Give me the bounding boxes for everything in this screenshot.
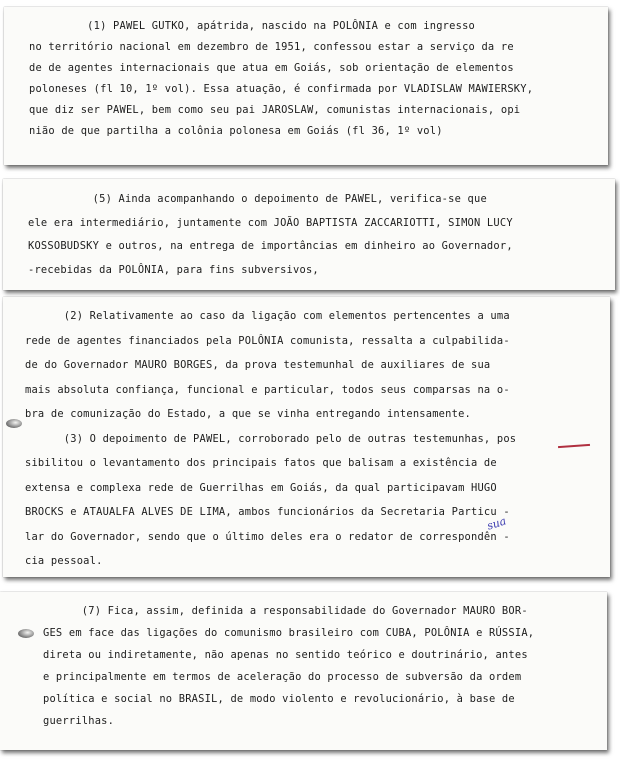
punch-hole-icon bbox=[6, 419, 22, 428]
text-line: nião de que partilha a colônia polonesa em Goiás (fl 36, 1º vol) bbox=[29, 125, 443, 137]
document-clipping-1 bbox=[4, 7, 608, 165]
document-clipping-3 bbox=[3, 297, 610, 577]
text-line: (1) PAWEL GUTKO, apátrida, nascido na POLÔNIA e com ingresso bbox=[29, 20, 475, 32]
text-line: guerrilhas. bbox=[43, 715, 115, 727]
text-line: mais absoluta confiança, funcional e particular, todos seus comparsas na o- bbox=[25, 383, 510, 396]
text-line: GES em face das ligações do comunismo brasileiro com CUBA, POLÔNIA e RÚSSIA, bbox=[43, 627, 535, 639]
text-line: no território nacional em dezembro de 1951, confessou estar a serviço da re bbox=[29, 41, 514, 53]
text-line: (5) Ainda acompanhando o depoimento de PAWEL, verifica-se que bbox=[28, 193, 487, 205]
text-line: (2) Relativamente ao caso da ligação com elementos pertencentes a uma bbox=[25, 310, 510, 322]
text-line: e principalmente em termos de aceleração do processo de subversão da ordem bbox=[43, 671, 522, 683]
text-line: rede de agentes financiados pela POLÔNIA comunista, ressalta a culpabilida- bbox=[25, 334, 510, 347]
text-line: cia pessoal. bbox=[25, 555, 103, 567]
text-line: ele era intermediário, juntamente com JOÃO BAPTISTA ZACCARIOTTI, SIMON LUCY bbox=[28, 216, 513, 229]
document-clipping-4 bbox=[0, 592, 607, 750]
text-line: lar do Governador, sendo que o último deles era o redator de correspondên - bbox=[25, 530, 510, 543]
punch-hole-icon bbox=[18, 629, 34, 638]
text-line: -recebidas da POLÔNIA, para fins subversivos, bbox=[28, 263, 319, 276]
text-line: poloneses (fl 10, 1º vol). Essa atuação, é confirmada por VLADISLAW MAWIERSKY, bbox=[29, 83, 534, 95]
text-line: sibilitou o levantamento dos principais fatos que balisam a existência de bbox=[25, 457, 497, 469]
text-line: (7) Fica, assim, definida a responsabilidade do Governador MAURO BOR- bbox=[43, 605, 528, 617]
text-line: KOSSOBUDSKY e outros, na entrega de importâncias em dinheiro ao Governador, bbox=[28, 240, 513, 252]
document-clipping-2 bbox=[3, 179, 615, 290]
text-line: de de agentes internacionais que atua em Goiás, sob orientação de elementos bbox=[29, 62, 514, 74]
text-line: (3) O depoimento de PAWEL, corroborado pelo de outras testemunhas, pos bbox=[25, 432, 517, 445]
text-line: direta ou indiretamente, não apenas no sentido teórico e doutrinário, antes bbox=[43, 649, 528, 661]
text-line: de do Governador MAURO BORGES, da prova testemunhal de auxiliares de sua bbox=[25, 359, 491, 371]
text-line: BROCKS e ATAUALFA ALVES DE LIMA, ambos funcionários da Secretaria Particu - bbox=[25, 506, 510, 518]
text-line: extensa e complexa rede de Guerrilhas em Goiás, da qual participavam HUGO bbox=[25, 481, 497, 494]
handwritten-note: sua bbox=[485, 514, 508, 533]
text-line: política e social no BRASIL, de modo violento e revolucionário, à base de bbox=[43, 693, 515, 705]
text-line: que diz ser PAWEL, bem como seu pai JAROSLAW, comunistas internacionais, opi bbox=[29, 104, 521, 116]
text-line: bra de comunização do Estado, a que se vinha entregando intensamente. bbox=[25, 408, 471, 420]
